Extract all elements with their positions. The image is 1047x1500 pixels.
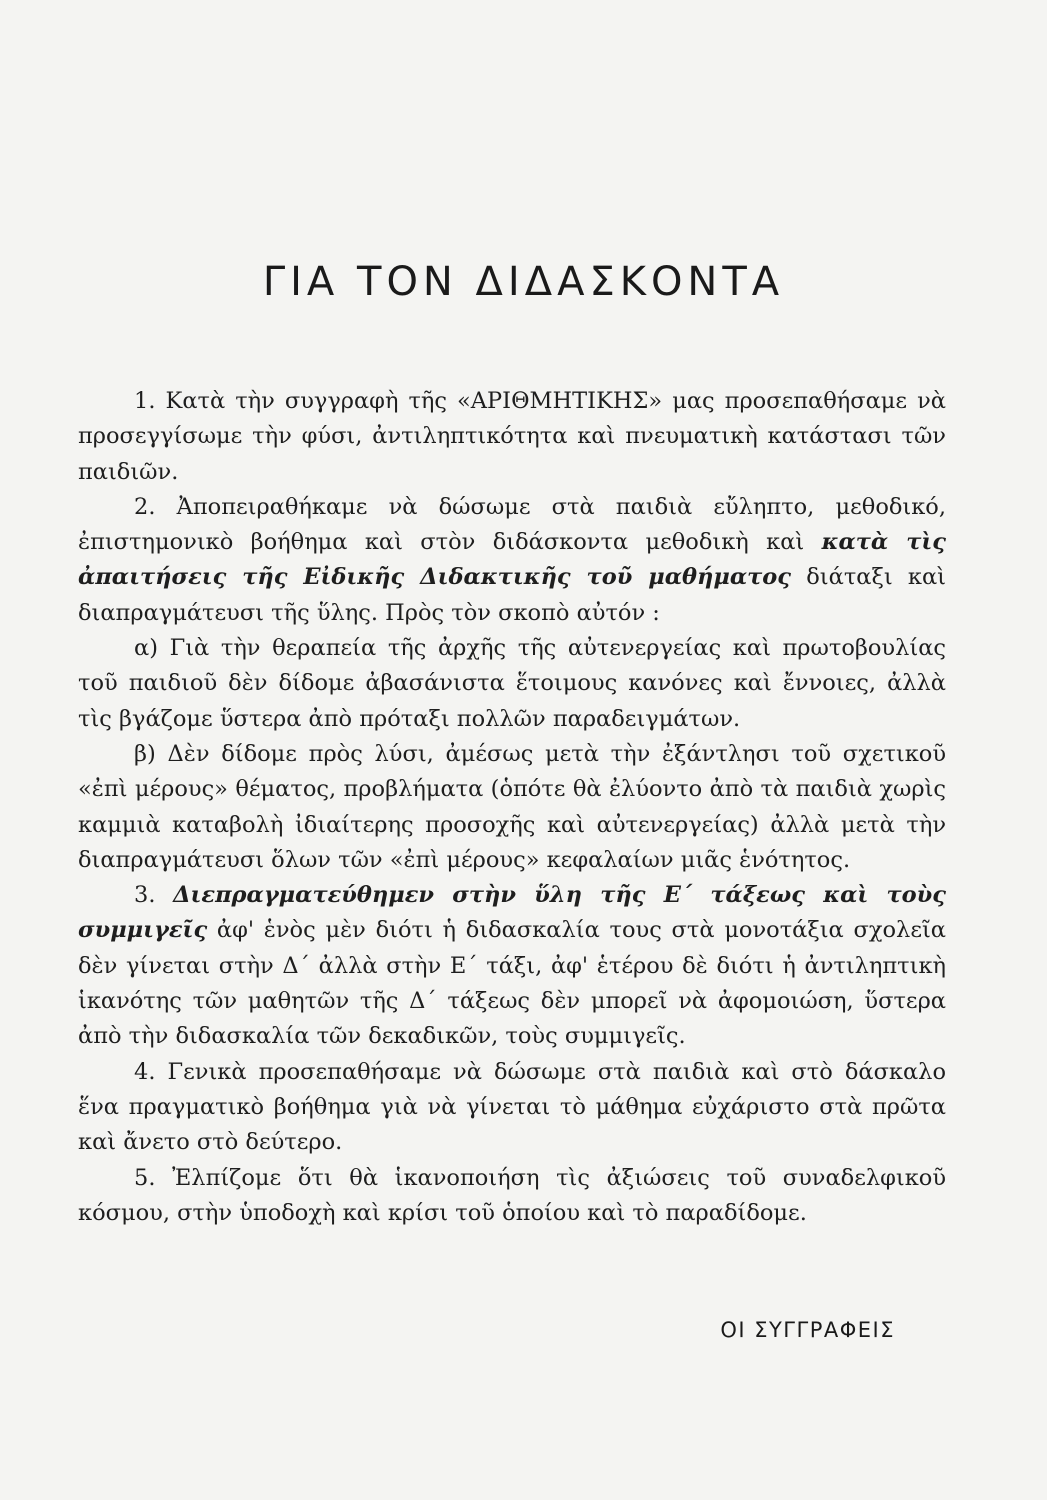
paragraph-3-number: 3.	[134, 882, 174, 909]
paragraph-2-emphasis: κατὰ τὶς ἀπαιτήσεις τῆς Εἰδικῆς Διδακτικῆς τοῦ μαθήματος	[78, 529, 946, 591]
signature: ΟΙ ΣΥΓΓΡΑΦΕΙΣ	[720, 1318, 895, 1342]
paragraph-3	[78, 878, 946, 1054]
paragraph-2	[78, 490, 946, 631]
paragraph-3-emphasis: Διεπραγματεύθημεν στὴν ὕλη τῆς Ε΄ τάξεως καὶ τοὺς συμμιγεῖς	[78, 882, 946, 944]
paragraph-2b: β) Δὲν δίδομε πρὸς λύσι, ἀμέσως μετὰ τὴν ἐξάντλησι τοῦ σχετικοῦ «ἐπὶ μέρους» θέματος, προβλήματα (ὁπότε θὰ ἐλύοντο ἀπὸ τὰ παιδιὰ χωρὶς καμμιὰ καταβολὴ ἰδιαίτερης προσοχῆς καὶ αὐτενεργείας) ἀλλὰ μετὰ τὴν διαπραγμάτευσι ὅλων τῶν «ἐπὶ μέρους» κεφαλαίων μιᾶς ἑνότητος.	[78, 740, 946, 873]
page-title: ΓΙΑ ΤΟΝ ΔΙΔΑΣΚΟΝΤΑ	[262, 258, 785, 305]
paragraph-4: 4. Γενικὰ προσεπαθήσαμε νὰ δώσωμε στὰ παιδιὰ καὶ στὸ δάσκαλο ἕνα πραγματικὸ βοήθημα γιὰ νὰ γίνεται τὸ μάθημα εὐχάριστο στὰ πρῶτα καὶ ἄνετο στὸ δεύτερο.	[78, 1058, 946, 1156]
paragraph-2a: α) Γιὰ τὴν θεραπεία τῆς ἀρχῆς τῆς αὐτενεργείας καὶ πρωτοβουλίας τοῦ παιδιοῦ δὲν δίδομε ἀβασάνιστα ἕτοιμους κανόνες καὶ ἔννοιες, ἀλλὰ τὶς βγάζομε ὕστερα ἀπὸ πρόταξι πολλῶν παραδειγμάτων.	[78, 635, 946, 732]
paragraph-1: 1. Κατὰ τὴν συγγραφὴ τῆς «ΑΡΙΘΜΗΤΙΚΗΣ» μας προσεπαθήσαμε νὰ προσεγγίσωμε τὴν φύσι, ἀντιληπτικότητα καὶ πνευματικὴ κατάστασι τῶν παιδιῶν.	[78, 388, 946, 485]
paragraph-2-start: 2. Ἀποπειραθήκαμε νὰ δώσωμε στὰ παιδιὰ εὔληπτο, μεθοδικό, ἐπιστημονικὸ βοήθημα καὶ στὸν διδάσκοντα μεθοδικὴ καὶ	[78, 493, 946, 556]
paragraph-5: 5. Ἐλπίζομε ὅτι θὰ ἱκανοποιήση τὶς ἀξιώσεις τοῦ συναδελφικοῦ κόσμου, στὴν ὑποδοχὴ καὶ κρίσι τοῦ ὁποίου καὶ τὸ παραδίδομε.	[78, 1164, 946, 1226]
paragraph-2-end: διάταξι καὶ διαπραγμάτευσι τῆς ὕλης. Πρὸς τὸν σκοπὸ αὐτόν :	[78, 564, 946, 626]
paragraph-3-end: ἀφ' ἑνὸς μὲν διότι ἡ διδασκαλία τους στὰ μονοτάξια σχολεῖα δὲν γίνεται στὴν Δ΄ ἀλλὰ στὴν Ε΄ τάξι, ἀφ' ἑτέρου δὲ διότι ἡ ἀντιληπτικὴ ἱκανότης τῶν μαθητῶν τῆς Δ΄ τάξεως δὲν μπορεῖ νὰ ἀφομοιώση, ὕστερα ἀπὸ τὴν διδασκαλία τῶν δεκαδικῶν, τοὺς συμμιγεῖς.	[78, 917, 946, 1050]
body-text	[78, 384, 946, 1231]
